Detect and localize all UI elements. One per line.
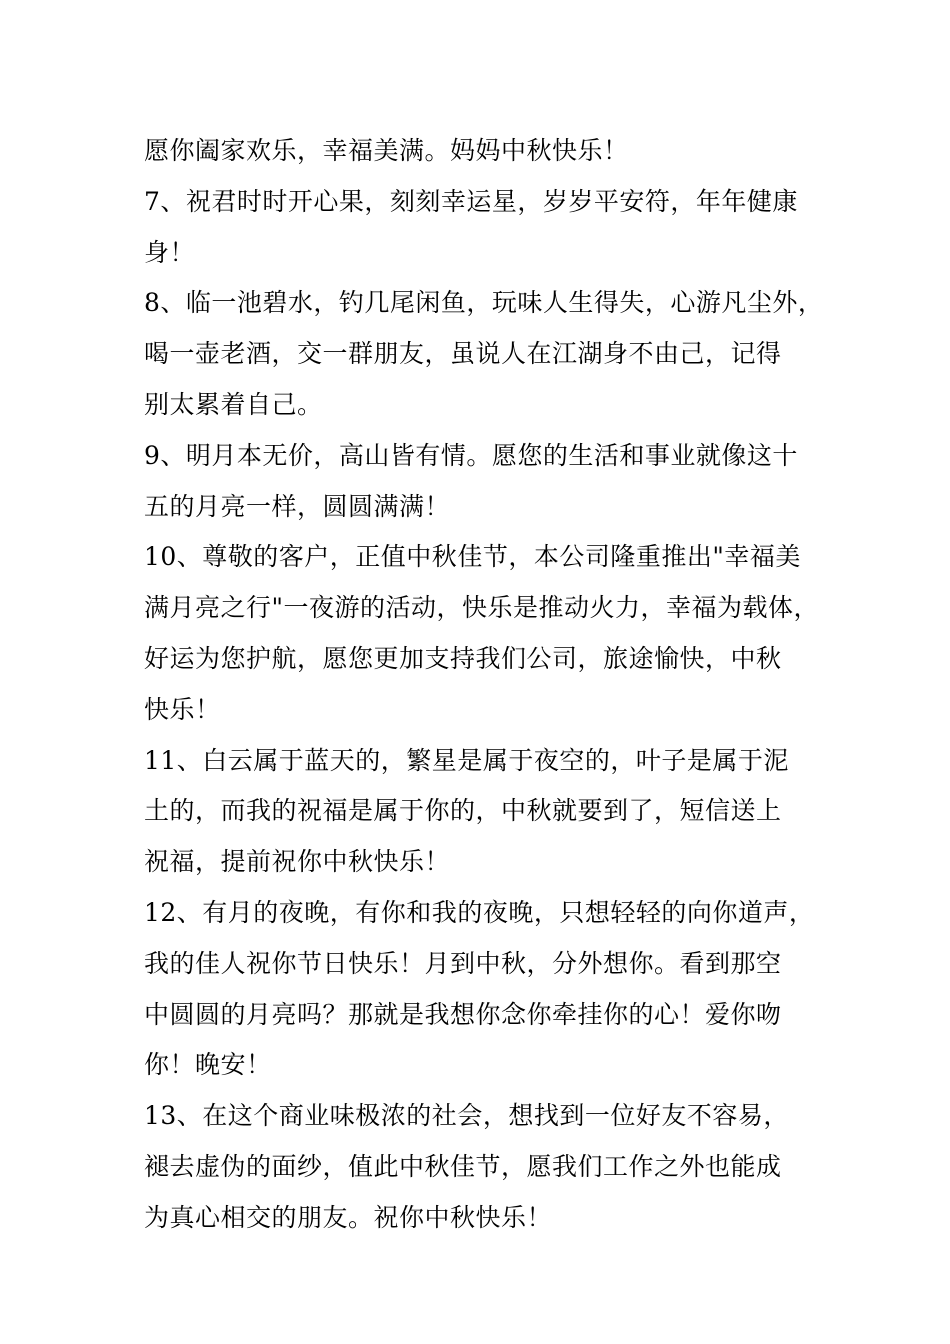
text-line: 10、尊敬的客户，正值中秋佳节，本公司隆重推出"幸福美: [144, 542, 801, 572]
text-line: 你！晚安！: [144, 1050, 272, 1080]
text-line: 好运为您护航，愿您更加支持我们公司，旅途愉快，中秋: [144, 643, 782, 673]
text-line: 褪去虚伪的面纱，值此中秋佳节，愿我们工作之外也能成: [144, 1151, 782, 1181]
document-body: [144, 126, 834, 1244]
text-line: 8、临一池碧水，钓几尾闲鱼，玩味人生得失，心游凡尘外，: [144, 288, 824, 318]
text-line: 祝福，提前祝你中秋快乐！: [144, 847, 451, 877]
text-line: 喝一壶老酒，交一群朋友，虽说人在江湖身不由己，记得: [144, 339, 782, 369]
text-line: 12、有月的夜晚，有你和我的夜晚，只想轻轻的向你道声，: [144, 897, 815, 927]
text-line: 7、祝君时时开心果，刻刻幸运星，岁岁平安符，年年健康: [144, 186, 798, 216]
text-line: 11、白云属于蓝天的，繁星是属于夜空的，叶子是属于泥: [144, 745, 789, 775]
text-line: 中圆圆的月亮吗？那就是我想你念你牵挂你的心！爱你吻: [144, 999, 782, 1029]
text-line: 我的佳人祝你节日快乐！月到中秋，分外想你。看到那空: [144, 948, 782, 978]
text-line: 为真心相交的朋友。祝你中秋快乐！: [144, 1202, 553, 1232]
text-line: 愿你阖家欢乐，幸福美满。妈妈中秋快乐！: [144, 136, 629, 165]
text-line: 土的，而我的祝福是属于你的，中秋就要到了，短信送上: [144, 796, 782, 826]
text-line: 别太累着自己。: [144, 389, 323, 419]
text-line: 五的月亮一样，圆圆满满！: [144, 491, 451, 521]
text-line: 快乐！: [144, 694, 221, 724]
text-line: 满月亮之行"一夜游的活动，快乐是推动火力，幸福为载体，: [144, 593, 820, 623]
text-line: 身！: [144, 237, 196, 267]
text-line: 9、明月本无价，高山皆有情。愿您的生活和事业就像这十: [144, 440, 798, 470]
text-line: 13、在这个商业味极浓的社会，想找到一位好友不容易，: [144, 1101, 789, 1131]
